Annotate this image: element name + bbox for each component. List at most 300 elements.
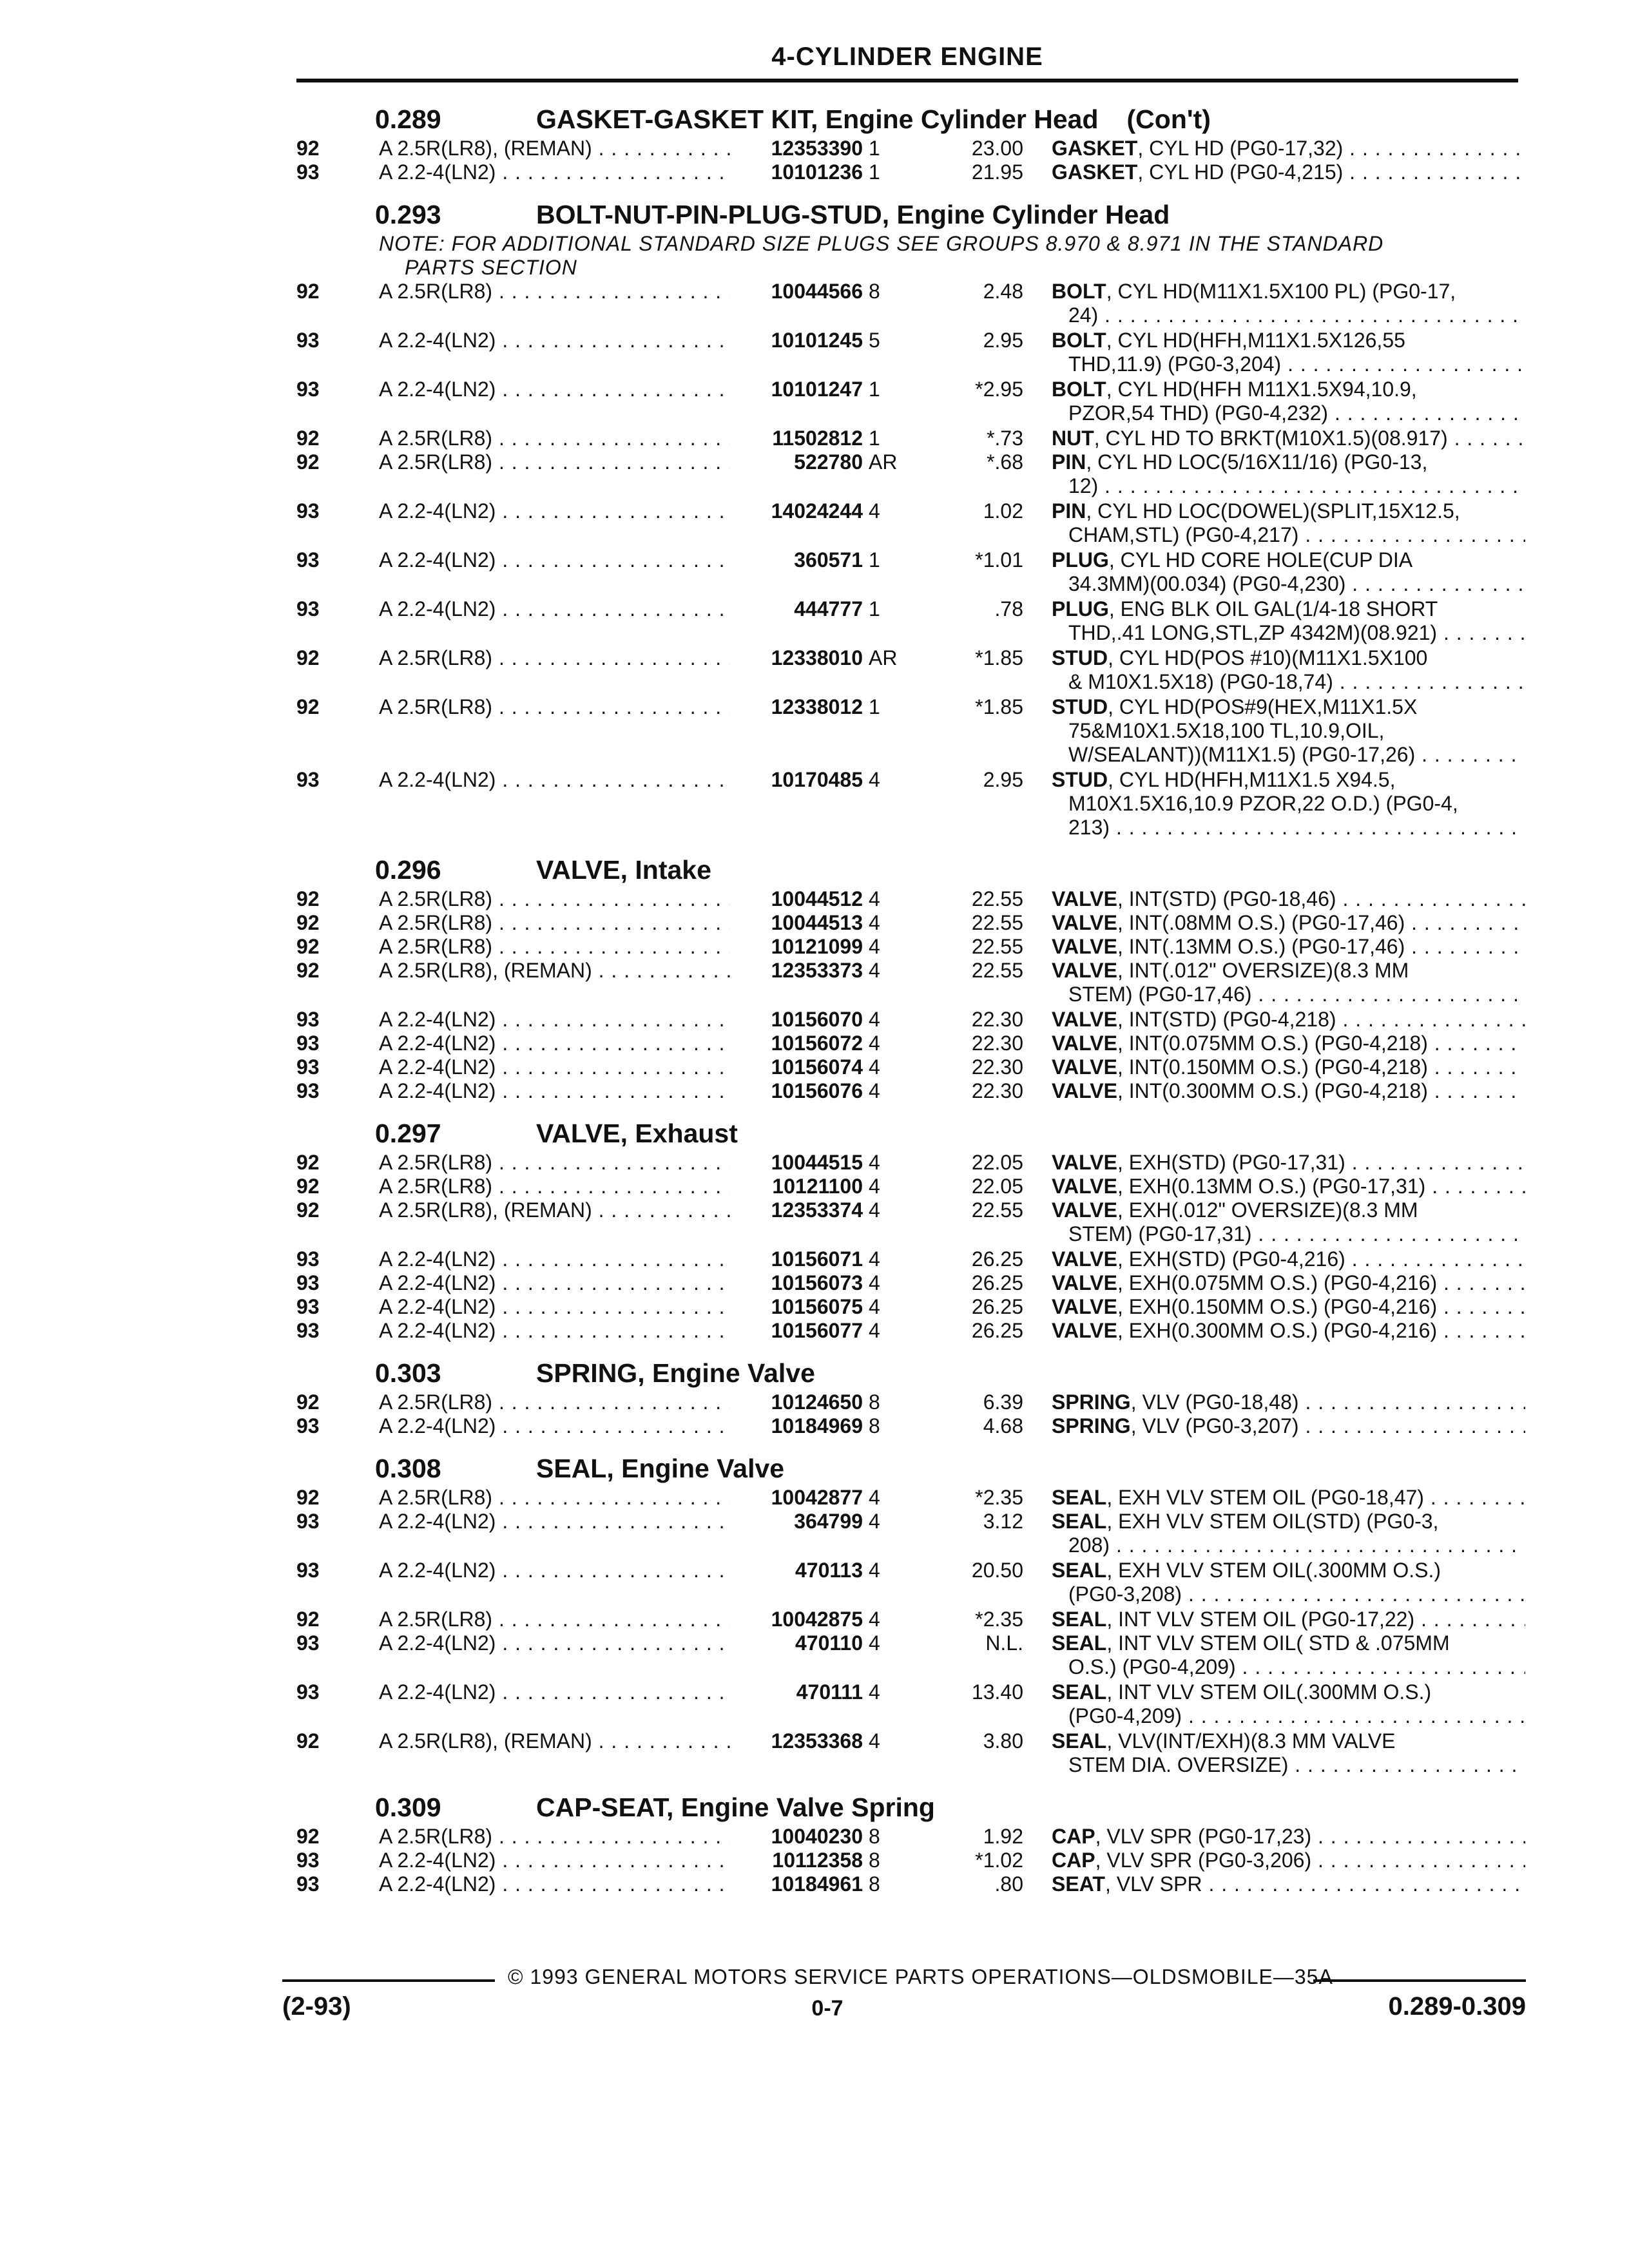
- description-line: [1052, 1559, 1525, 1582]
- price: 2.95: [983, 329, 1023, 352]
- model-year: 92: [296, 887, 320, 910]
- application: A 2.2-4(LN2) . . .: [379, 378, 730, 401]
- price: 2.48: [983, 280, 1023, 303]
- section-title-text: VALVE, Intake: [536, 855, 711, 885]
- application: A 2.5R(LR8) . . .: [379, 1175, 730, 1198]
- part-name: PLUG: [1052, 597, 1109, 620]
- part-row: [296, 1032, 1527, 1055]
- description-line: [1052, 378, 1525, 401]
- application: A 2.2-4(LN2) . . .: [379, 1559, 730, 1582]
- part-row: [296, 935, 1527, 959]
- part-name: NUT: [1052, 427, 1094, 450]
- description-text: CHAM,STL) (PG0-4,217): [1068, 523, 1299, 546]
- description: [1052, 959, 1525, 1006]
- description-text: , VLV SPR: [1104, 1872, 1202, 1896]
- part-name: VALVE: [1052, 1175, 1117, 1198]
- part-name: BOLT: [1052, 329, 1106, 352]
- description-line: [1052, 1079, 1525, 1103]
- price: 22.05: [971, 1151, 1023, 1174]
- description: [1052, 280, 1525, 327]
- description-text: , CYL HD LOC(5/16X11/16) (PG0-13,: [1086, 450, 1428, 474]
- section-heading: [296, 1786, 1527, 1825]
- description-line: [1052, 280, 1525, 303]
- description-text: , VLV (PG0-18,48): [1130, 1390, 1299, 1414]
- description-line: [1052, 1175, 1525, 1198]
- description: [1052, 1032, 1525, 1055]
- description-line: [1052, 450, 1525, 474]
- part-number: 12353374: [730, 1198, 863, 1222]
- section-number: 0.309: [375, 1792, 441, 1822]
- part-name: VALVE: [1052, 959, 1117, 982]
- part-number: 12353373: [730, 959, 863, 983]
- part-name: VALVE: [1052, 1295, 1117, 1318]
- part-name: PIN: [1052, 499, 1086, 523]
- part-number: 10156076: [730, 1079, 863, 1103]
- description-line: [1052, 1008, 1525, 1032]
- part-number: 10101236: [730, 160, 863, 184]
- part-row: [296, 1559, 1527, 1606]
- model-year: 92: [296, 1151, 320, 1174]
- description-text: O.S.) (PG0-4,209): [1068, 1655, 1236, 1678]
- application: A 2.2-4(LN2) . . .: [379, 597, 730, 621]
- part-row: [296, 1414, 1527, 1438]
- description: [1052, 768, 1525, 840]
- description-text: , INT(0.300MM O.S.) (PG0-4,218): [1117, 1079, 1428, 1102]
- price: 22.55: [971, 911, 1023, 934]
- description-text: 12): [1068, 474, 1099, 497]
- description: [1052, 378, 1525, 425]
- price: 3.80: [983, 1729, 1023, 1753]
- quantity: 8: [869, 1825, 880, 1848]
- description-line: [1052, 1390, 1525, 1414]
- price: 26.25: [971, 1319, 1023, 1342]
- description: [1052, 1175, 1525, 1198]
- price: 6.39: [983, 1390, 1023, 1414]
- model-year: 93: [296, 1271, 320, 1294]
- description-line: [1052, 816, 1525, 840]
- section-title-text: GASKET-GASKET KIT, Engine Cylinder Head: [536, 104, 1099, 134]
- quantity: 4: [869, 1198, 880, 1222]
- section-number: 0.297: [375, 1119, 441, 1148]
- part-row: [296, 1319, 1527, 1343]
- application: A 2.5R(LR8) . . .: [379, 695, 730, 719]
- model-year: 93: [296, 1510, 320, 1533]
- application: A 2.5R(LR8) . . .: [379, 911, 730, 935]
- part-number: 470113: [730, 1559, 863, 1582]
- description-text: , CYL HD(POS #10)(M11X1.5X100: [1108, 646, 1428, 669]
- description: [1052, 695, 1525, 767]
- note-line: NOTE: FOR ADDITIONAL STANDARD SIZE PLUGS SEE GROUPS 8.970 & 8.971 IN THE STANDARD: [379, 232, 1384, 255]
- description-text: , INT VLV STEM OIL(.300MM O.S.): [1106, 1680, 1432, 1704]
- description-line: [1052, 1319, 1525, 1343]
- description-text: 208): [1068, 1533, 1110, 1557]
- section-heading: [296, 98, 1527, 137]
- quantity: 4: [869, 1055, 880, 1079]
- model-year: 93: [296, 597, 320, 620]
- model-year: 92: [296, 1825, 320, 1848]
- description-line: [1052, 474, 1525, 498]
- description: [1052, 1729, 1525, 1777]
- description-text: , INT(STD) (PG0-18,46): [1117, 887, 1336, 910]
- description-line: [1052, 983, 1525, 1006]
- description-line: [1052, 1872, 1525, 1896]
- section-number: 0.296: [375, 855, 441, 885]
- application: A 2.5R(LR8) . . .: [379, 427, 730, 450]
- description-text: 34.3MM)(00.034) (PG0-4,230): [1068, 572, 1346, 595]
- application: A 2.2-4(LN2) . . .: [379, 1849, 730, 1872]
- application: A 2.5R(LR8) . . .: [379, 450, 730, 474]
- price: 26.25: [971, 1271, 1023, 1294]
- price: 26.25: [971, 1247, 1023, 1271]
- part-row: [296, 329, 1527, 376]
- description: [1052, 1510, 1525, 1557]
- description-line: [1052, 1825, 1525, 1849]
- part-name: VALVE: [1052, 1079, 1117, 1102]
- section-heading: [296, 1447, 1527, 1486]
- price: *2.35: [975, 1486, 1023, 1509]
- description: [1052, 427, 1525, 450]
- description-line: [1052, 1655, 1525, 1679]
- part-number: 10170485: [730, 768, 863, 792]
- description-line: [1052, 401, 1525, 425]
- application: A 2.2-4(LN2) . . .: [379, 768, 730, 792]
- part-name: SEAT: [1052, 1872, 1105, 1896]
- description-line: [1052, 959, 1525, 983]
- part-name: SEAL: [1052, 1559, 1107, 1582]
- application: A 2.2-4(LN2) . . .: [379, 1510, 730, 1533]
- part-number: 10044515: [730, 1151, 863, 1175]
- price: 20.50: [971, 1559, 1023, 1582]
- description-text: , CYL HD CORE HOLE(CUP DIA: [1108, 548, 1413, 572]
- description-text: , VLV(INT/EXH)(8.3 MM VALVE: [1106, 1729, 1396, 1753]
- model-year: 93: [296, 548, 320, 572]
- price: 26.25: [971, 1295, 1023, 1318]
- section-title-text: BOLT-NUT-PIN-PLUG-STUD, Engine Cylinder Head: [536, 200, 1170, 229]
- part-row: [296, 1631, 1527, 1679]
- description: [1052, 1079, 1525, 1103]
- description: [1052, 1151, 1525, 1175]
- description-text: W/SEALANT))(M11X1.5) (PG0-17,26): [1068, 743, 1416, 766]
- part-number: 10040230: [730, 1825, 863, 1849]
- part-name: SEAL: [1052, 1608, 1107, 1631]
- part-number: 470111: [730, 1680, 863, 1704]
- part-name: PIN: [1052, 450, 1086, 474]
- price: 3.12: [983, 1510, 1023, 1533]
- description: [1052, 1631, 1525, 1679]
- quantity: 4: [869, 1510, 880, 1533]
- part-name: VALVE: [1052, 1271, 1117, 1294]
- model-year: 93: [296, 1079, 320, 1102]
- description-text: , CYL HD(HFH,M11X1.5X126,55: [1106, 329, 1405, 352]
- description-line: [1052, 1055, 1525, 1079]
- part-number: 10156075: [730, 1295, 863, 1319]
- description-line: [1052, 911, 1525, 935]
- description-text: , EXH(STD) (PG0-4,216): [1117, 1247, 1345, 1271]
- description-text: , CYL HD TO BRKT(M10X1.5)(08.917): [1094, 427, 1448, 450]
- part-name: VALVE: [1052, 1055, 1117, 1079]
- part-number: 470110: [730, 1631, 863, 1655]
- model-year: 93: [296, 499, 320, 523]
- part-row: [296, 1680, 1527, 1728]
- price: 22.55: [971, 935, 1023, 958]
- model-year: 92: [296, 1175, 320, 1198]
- model-year: 93: [296, 1055, 320, 1079]
- description-text: (PG0-3,208): [1068, 1582, 1182, 1606]
- description-text: & M10X1.5X18) (PG0-18,74): [1068, 670, 1333, 693]
- continued-label: (Con't): [1126, 104, 1211, 134]
- application: A 2.2-4(LN2) . . .: [379, 1319, 730, 1343]
- part-row: [296, 695, 1527, 767]
- description-line: [1052, 160, 1525, 184]
- description-line: [1052, 1704, 1525, 1728]
- quantity: 4: [869, 959, 880, 982]
- part-row: [296, 499, 1527, 547]
- quantity: 4: [869, 1608, 880, 1631]
- part-row: [296, 1198, 1527, 1246]
- description-line: [1052, 1729, 1525, 1753]
- application: A 2.2-4(LN2) . . .: [379, 160, 730, 184]
- description: [1052, 499, 1525, 547]
- description-line: [1052, 1222, 1525, 1246]
- footer-copyright: © 1993 GENERAL MOTORS SERVICE PARTS OPERATIONS—OLDSMOBILE—35A: [508, 1965, 1333, 1988]
- model-year: 93: [296, 768, 320, 791]
- part-row: [296, 1055, 1527, 1079]
- quantity: 4: [869, 887, 880, 910]
- part-row: [296, 1510, 1527, 1557]
- description: [1052, 160, 1525, 184]
- price: 22.55: [971, 1198, 1023, 1222]
- description: [1052, 1872, 1525, 1896]
- part-name: GASKET: [1052, 137, 1138, 160]
- part-row: [296, 1849, 1527, 1872]
- quantity: 4: [869, 1729, 880, 1753]
- model-year: 93: [296, 1319, 320, 1342]
- description-text: , CYL HD(HFH M11X1.5X94,10.9,: [1106, 378, 1417, 401]
- part-number: 10101245: [730, 329, 863, 352]
- description-line: [1052, 137, 1525, 160]
- application: A 2.5R(LR8) . . .: [379, 1151, 730, 1175]
- quantity: 8: [869, 280, 880, 303]
- application: A 2.5R(LR8) . . .: [379, 280, 730, 303]
- price: .80: [994, 1872, 1023, 1896]
- description-text: PZOR,54 THD) (PG0-4,232): [1068, 401, 1329, 425]
- description-text: , CYL HD (PG0-17,32): [1137, 137, 1344, 160]
- description-line: [1052, 887, 1525, 911]
- price: 22.30: [971, 1055, 1023, 1079]
- model-year: 92: [296, 959, 320, 982]
- part-number: 10121100: [730, 1175, 863, 1198]
- part-row: [296, 1608, 1527, 1631]
- part-row: [296, 137, 1527, 160]
- application: A 2.5R(LR8) . . .: [379, 887, 730, 911]
- application: A 2.5R(LR8) . . .: [379, 646, 730, 670]
- model-year: 93: [296, 329, 320, 352]
- part-name: PLUG: [1052, 548, 1109, 572]
- application: A 2.2-4(LN2) . . .: [379, 1032, 730, 1055]
- quantity: 4: [869, 768, 880, 791]
- section-title-text: SPRING, Engine Valve: [536, 1358, 815, 1388]
- part-number: 10101247: [730, 378, 863, 401]
- quantity: 4: [869, 1151, 880, 1174]
- quantity: 4: [869, 1559, 880, 1582]
- price: *.73: [987, 427, 1023, 450]
- price: *2.95: [975, 378, 1023, 401]
- part-number: 11502812: [730, 427, 863, 450]
- description-text: , INT(STD) (PG0-4,218): [1117, 1008, 1336, 1031]
- description-text: , EXH(0.150MM O.S.) (PG0-4,216): [1117, 1295, 1438, 1318]
- description-text: M10X1.5X16,10.9 PZOR,22 O.D.) (PG0-4,: [1068, 792, 1458, 815]
- part-number: 10044566: [730, 280, 863, 303]
- application: A 2.2-4(LN2) . . .: [379, 1631, 730, 1655]
- description-text: , ENG BLK OIL GAL(1/4-18 SHORT: [1108, 597, 1438, 620]
- description-line: [1052, 1608, 1525, 1631]
- model-year: 92: [296, 1486, 320, 1509]
- quantity: 4: [869, 1247, 880, 1271]
- description-line: [1052, 935, 1525, 959]
- part-number: 10044513: [730, 911, 863, 935]
- part-row: [296, 768, 1527, 840]
- part-number: 10156074: [730, 1055, 863, 1079]
- price: 13.40: [971, 1680, 1023, 1704]
- model-year: 92: [296, 1198, 320, 1222]
- description-text: (PG0-4,209): [1068, 1704, 1182, 1727]
- description-text: 75&M10X1.5X18,100 TL,10.9,OIL,: [1068, 719, 1385, 742]
- description-line: [1052, 1510, 1525, 1533]
- description-text: , CYL HD(HFH,M11X1.5 X94.5,: [1108, 768, 1396, 791]
- part-name: BOLT: [1052, 280, 1106, 303]
- part-row: [296, 1295, 1527, 1319]
- description-line: [1052, 646, 1525, 670]
- application: A 2.2-4(LN2) . . .: [379, 1295, 730, 1319]
- application: A 2.5R(LR8) . . .: [379, 1390, 730, 1414]
- price: *2.35: [975, 1608, 1023, 1631]
- description-text: STEM) (PG0-17,31): [1068, 1222, 1252, 1245]
- footer-rule-right: [1313, 1979, 1526, 1982]
- price: 1.92: [983, 1825, 1023, 1848]
- description: [1052, 935, 1525, 959]
- part-row: [296, 1486, 1527, 1510]
- page-header: [296, 43, 1518, 82]
- description: [1052, 1055, 1525, 1079]
- application: A 2.5R(LR8), (REMAN) . . .: [379, 959, 730, 983]
- description-text: , INT(.08MM O.S.) (PG0-17,46): [1117, 911, 1405, 934]
- part-number: 12353368: [730, 1729, 863, 1753]
- part-number: 522780: [730, 450, 863, 474]
- description-line: [1052, 329, 1525, 352]
- description-line: [1052, 1198, 1525, 1222]
- quantity: 4: [869, 911, 880, 934]
- price: 22.05: [971, 1175, 1023, 1198]
- model-year: 92: [296, 935, 320, 958]
- part-row: [296, 1825, 1527, 1849]
- part-name: SEAL: [1052, 1510, 1107, 1533]
- application: A 2.5R(LR8), (REMAN) . . .: [379, 137, 730, 160]
- part-row: [296, 1175, 1527, 1198]
- part-number: 12353390: [730, 137, 863, 160]
- description: [1052, 597, 1525, 645]
- description-line: [1052, 1631, 1525, 1655]
- description-text: , CYL HD (PG0-4,215): [1137, 160, 1344, 184]
- part-number: 10112358: [730, 1849, 863, 1872]
- part-row: [296, 1729, 1527, 1777]
- description-line: [1052, 1533, 1525, 1557]
- application: A 2.2-4(LN2) . . .: [379, 1271, 730, 1295]
- application: A 2.2-4(LN2) . . .: [379, 548, 730, 572]
- quantity: 1: [869, 597, 880, 620]
- part-row: [296, 160, 1527, 184]
- part-name: STUD: [1052, 646, 1108, 669]
- description: [1052, 1414, 1525, 1438]
- part-number: 10042875: [730, 1608, 863, 1631]
- section-number: 0.293: [375, 200, 441, 229]
- section-name: [536, 200, 1170, 230]
- quantity: 1: [869, 427, 880, 450]
- description-text: , INT(0.150MM O.S.) (PG0-4,218): [1117, 1055, 1428, 1079]
- part-name: VALVE: [1052, 911, 1117, 934]
- part-number: 10156071: [730, 1247, 863, 1271]
- quantity: 1: [869, 548, 880, 572]
- price: 22.30: [971, 1032, 1023, 1055]
- quantity: 4: [869, 1631, 880, 1655]
- part-name: BOLT: [1052, 378, 1106, 401]
- quantity: 8: [869, 1849, 880, 1872]
- application: A 2.2-4(LN2) . . .: [379, 1008, 730, 1032]
- part-name: VALVE: [1052, 1319, 1117, 1342]
- price: 22.55: [971, 887, 1023, 910]
- part-row: [296, 450, 1527, 498]
- description-text: , INT VLV STEM OIL (PG0-17,22): [1106, 1608, 1415, 1631]
- model-year: 93: [296, 1295, 320, 1318]
- model-year: 93: [296, 1414, 320, 1437]
- price: *1.85: [975, 695, 1023, 718]
- quantity: 4: [869, 1008, 880, 1031]
- description: [1052, 1825, 1525, 1849]
- description: [1052, 887, 1525, 911]
- part-row: [296, 646, 1527, 694]
- description: [1052, 137, 1525, 160]
- section-title-text: SEAL, Engine Valve: [536, 1454, 785, 1483]
- model-year: 92: [296, 1390, 320, 1414]
- part-name: SEAL: [1052, 1729, 1107, 1753]
- quantity: 8: [869, 1390, 880, 1414]
- part-number: 10044512: [730, 887, 863, 911]
- description-text: 213): [1068, 816, 1110, 839]
- model-year: 93: [296, 1631, 320, 1655]
- part-row: [296, 427, 1527, 450]
- model-year: 93: [296, 1247, 320, 1271]
- price: 4.68: [983, 1414, 1023, 1437]
- part-name: VALVE: [1052, 1198, 1117, 1222]
- description-line: [1052, 743, 1525, 767]
- quantity: 4: [869, 1079, 880, 1102]
- description-text: , CYL HD LOC(DOWEL)(SPLIT,15X12.5,: [1086, 499, 1460, 523]
- description: [1052, 1559, 1525, 1606]
- part-number: 10184961: [730, 1872, 863, 1896]
- price: 22.30: [971, 1008, 1023, 1031]
- page-title: 4-CYLINDER ENGINE: [771, 43, 1043, 71]
- description-line: [1052, 499, 1525, 523]
- description-line: [1052, 1582, 1525, 1606]
- footer-date-code: (2-93): [282, 1992, 351, 2021]
- description-line: [1052, 621, 1525, 645]
- quantity: 4: [869, 1175, 880, 1198]
- description: [1052, 911, 1525, 935]
- model-year: 92: [296, 280, 320, 303]
- description-text: , INT VLV STEM OIL( STD & .075MM: [1106, 1631, 1450, 1655]
- application: A 2.5R(LR8) . . .: [379, 935, 730, 959]
- application: A 2.5R(LR8) . . .: [379, 1825, 730, 1849]
- price: *.68: [987, 450, 1023, 474]
